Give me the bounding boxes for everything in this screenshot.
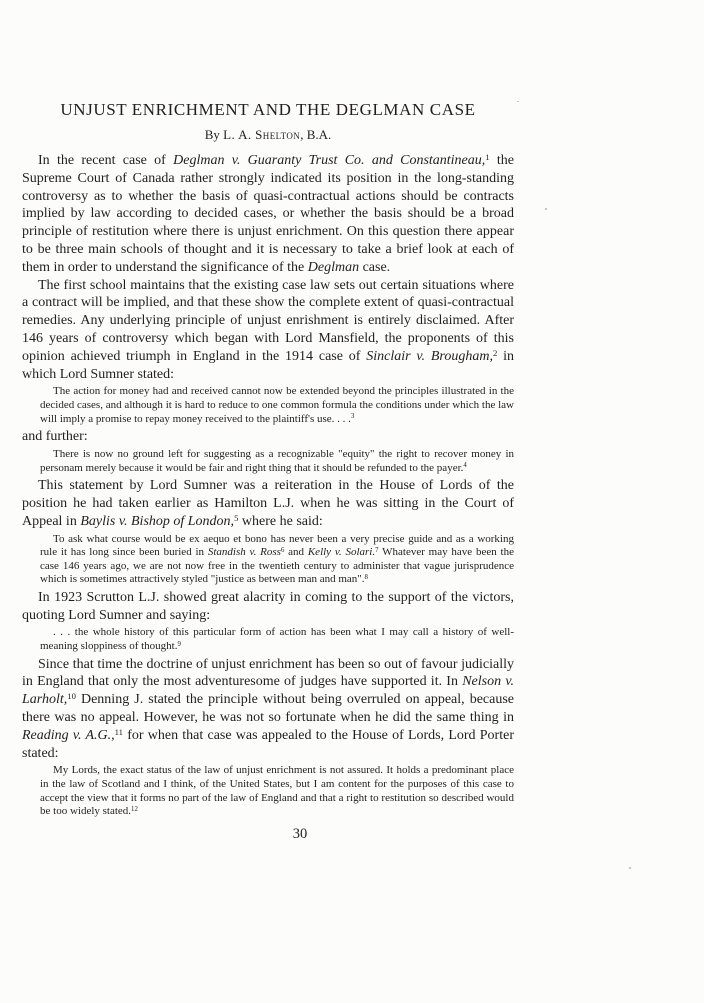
- text-run: Since that time the doctrine of unjust enrichment has been so out of favour judicially in England that only the most adventuresome of judges have supported it. In: [22, 656, 514, 690]
- byline-prefix: By: [204, 127, 224, 142]
- text-run: case.: [359, 259, 391, 275]
- block-quote: [40, 448, 514, 475]
- text-run: and: [284, 546, 308, 559]
- text-run: My Lords, the exact status of the law of unjust enrichment is not assured. It holds a predominant place in the law of Scotland and I think, of the United States, but I am content for the purposes of this case to accept the view that it forms no part of the law of England and that a right to restitution so described would be too widely stated.: [40, 764, 514, 818]
- text-run: The first school maintains that the existing case law sets out certain situations where a contract will be implied, and that these show the complete extent of quasi-contractual remedies. Any underlying principle of unjust enrishment is entirely disclaimed. After 146 years of controversy which began with Lord Mansfield, the proponents of this opinion achieved triumph in England in the 1914 case of: [22, 277, 514, 364]
- text-run: Whatever may have been the case 146 years ago, we are not now free in the twentieth century to administer that vague jurisprudence which is sometimes attractively styled "justice as between man and man".: [40, 546, 514, 586]
- footnote-ref: 8: [364, 574, 368, 582]
- case-citation: Deglman v. Guaranty Trust Co. and Constantineau,: [173, 153, 486, 168]
- case-citation: Deglman: [307, 259, 360, 275]
- block-quote: [40, 533, 514, 587]
- case-citation: Reading v. A.G.,: [22, 727, 115, 743]
- footnote-ref: 10: [67, 691, 76, 702]
- text-run: in which Lord Sumner stated:: [22, 348, 514, 382]
- text-run: The action for money had and received cannot now be extended beyond the principles illustrated in the decided cases, and although it is hard to reduce to one common formula the conditions under which the law will imply a promise to repay money received to the plaintiff's use. . . .: [40, 385, 514, 425]
- paragraph: [22, 589, 514, 625]
- scan-speck: [629, 867, 631, 869]
- text-run: the Supreme Court of Canada rather strongly indicated its position in the long-standing controversy as to whether the basis of quasi-contractual actions should be contracts implied by law according to decided cases, or whether the basis should be a broad principle of restitution where there is unjust enrichment. On this question there appear to be three main schools of thought and it is necessary to take a brief look at each of them in order to understand the significance of the: [22, 153, 515, 275]
- block-quote: [40, 626, 514, 653]
- case-citation: Nelson v. Larholt,: [22, 674, 514, 708]
- page-number: 30: [292, 825, 308, 842]
- article-body: [22, 152, 514, 819]
- footnote-ref: 2: [492, 347, 498, 358]
- paragraph: [22, 656, 514, 763]
- text-run: In the recent case of: [38, 153, 174, 168]
- footnote-ref: 3: [350, 413, 355, 421]
- text-run: for when that case was appealed to the House of Lords, Lord Porter stated:: [22, 727, 514, 761]
- scan-speck: [517, 101, 519, 102]
- footnote-ref: 5: [234, 512, 239, 523]
- scan-speck: [545, 208, 547, 210]
- footnote-ref: 7: [375, 547, 379, 555]
- text-column: [22, 100, 514, 843]
- block-quote: [40, 385, 514, 426]
- text-run: and further:: [22, 429, 88, 445]
- text-run: In 1923 Scrutton L.J. showed great alacrity in coming to the support of the victors, quoting Lord Sumner and saying:: [22, 589, 514, 623]
- footnote-ref: 11: [114, 726, 124, 737]
- byline-author-name: L. A. Shelton: [223, 127, 301, 142]
- case-citation: Kelly v. Solari.: [307, 546, 376, 559]
- text-run: There is now no ground left for suggesting as a recognizable "equity" the right to recover money in personam merely because it would be fair and right thing that it should be refunded to the payer.: [40, 447, 514, 474]
- block-quote: [40, 764, 514, 818]
- byline-suffix: , B.A.: [300, 127, 332, 142]
- article-title: UNJUST ENRICHMENT AND THE DEGLMAN CASE: [60, 100, 476, 119]
- case-citation: Sinclair v. Brougham,: [366, 348, 493, 364]
- text-run: This statement by Lord Sumner was a reiteration in the House of Lords of the position he had taken earlier as Hamilton L.J. when he was sitting in the Court of Appeal in: [22, 478, 514, 529]
- footnote-ref: 12: [131, 806, 138, 814]
- footnote-ref: 9: [177, 641, 181, 649]
- footnote-ref: 1: [485, 152, 490, 163]
- footnote-ref: 6: [280, 547, 285, 555]
- text-run: . . . the whole history of this particular form of action has been what I may call a history of well-meaning sloppiness of thought.: [40, 626, 514, 653]
- paragraph: [22, 277, 514, 384]
- text-run: where he said:: [238, 513, 323, 529]
- footnote-ref: 4: [463, 462, 467, 470]
- case-citation: Baylis v. Bishop of London,: [80, 513, 235, 529]
- lead-in: [22, 428, 514, 446]
- text-run: Denning J. stated the principle without being overruled on appeal, because there was no appeal. However, he was not so fortunate when he did the same thing in: [22, 692, 514, 726]
- paragraph: [22, 152, 514, 277]
- case-citation: Standish v. Ross: [207, 546, 281, 559]
- paragraph: [22, 477, 514, 530]
- text-run: To ask what course would be ex aequo et bono has never been a very precise guide and as a working rule it has long since been buried in: [40, 532, 514, 559]
- byline: [22, 127, 514, 143]
